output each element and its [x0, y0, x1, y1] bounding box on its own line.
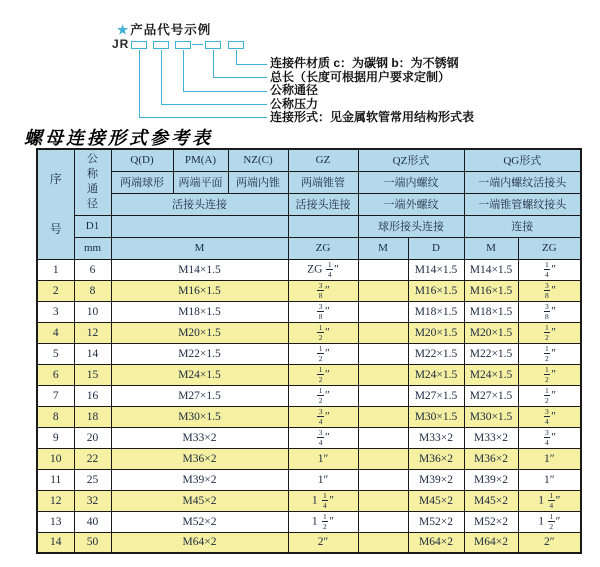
header-row-2: [37, 171, 581, 193]
header-row-5: [37, 237, 581, 259]
code-label-connection: 连接形式：见金属软管常用结构形式表: [270, 110, 475, 124]
cell-seq: 8: [37, 406, 74, 427]
table-body: [37, 259, 581, 553]
table-row: [37, 385, 581, 406]
cell-m: M27×1.5: [111, 385, 288, 406]
header-cell-nz: NZ(C): [228, 149, 288, 171]
fraction: $\frac{1}{4}$: [545, 259, 549, 279]
cell-m: M16×1.5: [111, 280, 288, 301]
cell-qg-zg: $\frac{1}{2}$ ″: [518, 343, 581, 364]
cell-qz-d: M18×1.5: [408, 301, 464, 322]
cell-qz-d: M14×1.5: [408, 259, 464, 280]
fraction: $\frac{1}{2}$: [545, 322, 549, 342]
cell-m: M45×2: [111, 490, 288, 511]
cell-gz: ZG $\frac{1}{4}$ ″: [288, 259, 358, 280]
cell-gz: $\frac{1}{2}$ ″: [288, 364, 358, 385]
cell-qz-m: [358, 322, 408, 343]
cell-qg-zg: $\frac{1}{4}$ ″: [518, 259, 581, 280]
cell-qg-zg: 1 $\frac{1}{2}$ ″: [518, 511, 581, 532]
header-cell-qz-d: D: [408, 237, 464, 259]
cell-qz-d: M45×2: [408, 490, 464, 511]
header-cell-qz-join: 球形接头连接: [358, 215, 464, 237]
code-box: [205, 41, 221, 49]
fraction: $\frac{3}{4}$: [545, 406, 549, 426]
cell-m: M20×1.5: [111, 322, 288, 343]
table-row: [37, 469, 581, 490]
cell-seq: 12: [37, 490, 74, 511]
cell-qg-zg: 1″: [518, 448, 581, 469]
cell-qg-m: M45×2: [464, 490, 518, 511]
cell-qz-m: [358, 427, 408, 448]
cell-dn: 10: [74, 301, 111, 322]
cell-qg-zg: 1″: [518, 469, 581, 490]
cell-qz-m: [358, 280, 408, 301]
cell-dn: 22: [74, 448, 111, 469]
fraction: $\frac{1}{2}$: [318, 385, 323, 405]
cell-qg-zg: $\frac{3}{4}$ ″: [518, 427, 581, 448]
cell-dn: 12: [74, 322, 111, 343]
table-row: [37, 427, 581, 448]
cell-seq: 10: [37, 448, 74, 469]
header-cell-left-join: 活接头连接: [111, 193, 288, 215]
cell-gz: $\frac{3}{4}$ ″: [288, 406, 358, 427]
cell-qg-zg: $\frac{3}{8}$ ″: [518, 301, 581, 322]
header-cell-dn: 公称通径: [74, 149, 111, 215]
fraction: $\frac{3}{4}$: [545, 427, 549, 447]
cell-qz-m: [358, 490, 408, 511]
cell-qg-m: M30×1.5: [464, 406, 518, 427]
cell-qz-d: M27×1.5: [408, 385, 464, 406]
code-box: [131, 41, 147, 49]
fraction: $\frac{1}{4}$: [549, 490, 554, 510]
cell-qg-m: M18×1.5: [464, 301, 518, 322]
cell-seq: 9: [37, 427, 74, 448]
cell-qz-m: [358, 448, 408, 469]
cell-qg-m: M39×2: [464, 469, 518, 490]
cell-gz: 1 $\frac{1}{4}$ ″: [288, 490, 358, 511]
cell-gz: $\frac{1}{2}$ ″: [288, 322, 358, 343]
cell-gz: $\frac{3}{8}$ ″: [288, 301, 358, 322]
fraction: $\frac{3}{8}$: [318, 301, 323, 321]
cell-gz: 1″: [288, 448, 358, 469]
fraction: $\frac{1}{4}$: [323, 490, 327, 510]
cell-qg-m: M52×2: [464, 511, 518, 532]
cell-qz-m: [358, 343, 408, 364]
table-row: [37, 511, 581, 532]
cell-qg-m: M14×1.5: [464, 259, 518, 280]
cell-m: M24×1.5: [111, 364, 288, 385]
cell-qg-zg: $\frac{1}{2}$ ″: [518, 364, 581, 385]
code-label-material: 连接件材质 c：为碳钢 b：为不锈钢: [270, 56, 459, 70]
diagram-title-text: 产品代号示例: [130, 23, 212, 37]
fraction: $\frac{1}{4}$: [327, 259, 332, 279]
cell-m: M39×2: [111, 469, 288, 490]
cell-qz-m: [358, 532, 408, 553]
cell-seq: 14: [37, 532, 74, 553]
cell-seq: 1: [37, 259, 74, 280]
header-cell-qg-join: 连接: [464, 215, 581, 237]
cell-qg-m: M33×2: [464, 427, 518, 448]
fraction: $\frac{1}{2}$: [318, 322, 323, 342]
header-cell-q-sub: 两端球形: [111, 171, 173, 193]
cell-qg-m: M36×2: [464, 448, 518, 469]
fraction: $\frac{1}{2}$: [545, 364, 549, 384]
cell-qz-m: [358, 259, 408, 280]
cell-m: M36×2: [111, 448, 288, 469]
header-cell-m-span: M: [111, 237, 288, 259]
header-cell-zg: ZG: [288, 237, 358, 259]
header-cell-qz: QZ形式: [358, 149, 464, 171]
cell-dn: 8: [74, 280, 111, 301]
cell-qz-m: [358, 364, 408, 385]
table-title: 螺母连接形式参考表: [24, 128, 213, 148]
fraction: $\frac{3}{8}$: [318, 280, 323, 300]
header-cell-qg-sub2: 一端锥管螺纹接头: [464, 193, 581, 215]
header-cell-pm: PM(A): [173, 149, 228, 171]
cell-qg-m: M64×2: [464, 532, 518, 553]
cell-m: M52×2: [111, 511, 288, 532]
code-box: [175, 41, 191, 49]
code-connector-line: [236, 50, 267, 65]
cell-qz-m: [358, 511, 408, 532]
code-box: [153, 41, 169, 49]
cell-qg-zg: $\frac{1}{2}$ ″: [518, 322, 581, 343]
header-cell-qg-sub1: 一端内螺纹活接头: [464, 171, 581, 193]
cell-gz: $\frac{3}{8}$ ″: [288, 280, 358, 301]
cell-qg-zg: $\frac{1}{2}$ ″: [518, 385, 581, 406]
cell-seq: 7: [37, 385, 74, 406]
cell-dn: 16: [74, 385, 111, 406]
table-head: [37, 149, 581, 259]
cell-dn: 18: [74, 406, 111, 427]
cell-qg-zg: $\frac{3}{8}$ ″: [518, 280, 581, 301]
header-cell-seq: 序号: [37, 149, 74, 259]
header-cell-gz-join: 活接头连接: [288, 193, 358, 215]
cell-seq: 11: [37, 469, 74, 490]
fraction: $\frac{1}{2}$: [545, 385, 549, 405]
diagram-title: [117, 20, 211, 38]
header-cell-qg-m: M: [464, 237, 518, 259]
header-cell-gz: GZ: [288, 149, 358, 171]
fraction: $\frac{1}{2}$: [549, 511, 554, 531]
header-cell-nz-sub: 两端内锥: [228, 171, 288, 193]
cell-qz-m: [358, 406, 408, 427]
cell-qz-d: M24×1.5: [408, 364, 464, 385]
table-row: [37, 448, 581, 469]
cell-qz-m: [358, 385, 408, 406]
cell-gz: 1″: [288, 469, 358, 490]
cell-dn: 25: [74, 469, 111, 490]
fraction: $\frac{1}{2}$: [323, 511, 327, 531]
cell-seq: 3: [37, 301, 74, 322]
fraction: $\frac{3}{8}$: [545, 301, 549, 321]
cell-m: M14×1.5: [111, 259, 288, 280]
product-code-prefix: JR: [112, 37, 130, 51]
fraction: $\frac{1}{2}$: [318, 343, 323, 363]
header-cell-mm: mm: [74, 237, 111, 259]
fraction: $\frac{3}{8}$: [545, 280, 549, 300]
reference-table-wrap: [36, 148, 582, 554]
cell-qz-d: M30×1.5: [408, 406, 464, 427]
cell-qz-d: M33×2: [408, 427, 464, 448]
table-row: [37, 343, 581, 364]
cell-qg-m: M20×1.5: [464, 322, 518, 343]
cell-seq: 5: [37, 343, 74, 364]
table-row: [37, 301, 581, 322]
header-row-4: [37, 215, 581, 237]
cell-gz: 2″: [288, 532, 358, 553]
header-cell-q: Q(D): [111, 149, 173, 171]
cell-gz: $\frac{3}{4}$ ″: [288, 427, 358, 448]
header-cell-qg-zg: ZG: [518, 237, 581, 259]
cell-m: M18×1.5: [111, 301, 288, 322]
header-cell-blank-gz: [288, 215, 358, 237]
cell-qz-d: M36×2: [408, 448, 464, 469]
cell-qg-m: M24×1.5: [464, 364, 518, 385]
cell-m: M64×2: [111, 532, 288, 553]
cell-dn: 50: [74, 532, 111, 553]
cell-qg-m: M16×1.5: [464, 280, 518, 301]
cell-gz: $\frac{1}{2}$ ″: [288, 343, 358, 364]
cell-seq: 6: [37, 364, 74, 385]
fraction: $\frac{1}{2}$: [318, 364, 323, 384]
code-labels: [270, 57, 474, 125]
cell-seq: 4: [37, 322, 74, 343]
cell-dn: 6: [74, 259, 111, 280]
table-row: [37, 490, 581, 511]
cell-seq: 2: [37, 280, 74, 301]
cell-qz-d: M20×1.5: [408, 322, 464, 343]
cell-gz: 1 $\frac{1}{2}$ ″: [288, 511, 358, 532]
cell-qg-zg: $\frac{3}{4}$ ″: [518, 406, 581, 427]
table-row: [37, 259, 581, 280]
cell-dn: 15: [74, 364, 111, 385]
cell-dn: 32: [74, 490, 111, 511]
header-cell-d1: D1: [74, 215, 111, 237]
header-cell-pm-sub: 两端平面: [173, 171, 228, 193]
header-cell-qz-sub2: 一端外螺纹: [358, 193, 464, 215]
cell-qz-d: M22×1.5: [408, 343, 464, 364]
code-label-pressure: 公称压力: [270, 96, 319, 111]
code-label-diameter: 公称通径: [270, 83, 319, 97]
cell-m: M30×1.5: [111, 406, 288, 427]
cell-qz-d: M64×2: [408, 532, 464, 553]
cell-qz-m: [358, 301, 408, 322]
header-cell-qz-sub1: 一端内螺纹: [358, 171, 464, 193]
code-box: [228, 41, 244, 49]
cell-qg-m: M22×1.5: [464, 343, 518, 364]
table-row: [37, 364, 581, 385]
cell-gz: $\frac{1}{2}$ ″: [288, 385, 358, 406]
cell-qg-m: M27×1.5: [464, 385, 518, 406]
cell-qz-m: [358, 469, 408, 490]
table-row: [37, 280, 581, 301]
table-row: [37, 532, 581, 553]
cell-dn: 40: [74, 511, 111, 532]
header-cell-qz-m: M: [358, 237, 408, 259]
cell-dn: 14: [74, 343, 111, 364]
cell-qz-d: M52×2: [408, 511, 464, 532]
header-cell-blank-left: [111, 215, 288, 237]
header-row-3: [37, 193, 581, 215]
fraction: $\frac{3}{4}$: [318, 406, 323, 426]
header-cell-qg: QG形式: [464, 149, 581, 171]
cell-seq: 13: [37, 511, 74, 532]
cell-qz-d: M39×2: [408, 469, 464, 490]
header-row-1: [37, 149, 581, 171]
star-icon: ★: [117, 23, 130, 37]
dash-separator: [192, 44, 203, 45]
code-label-length: 总长（长度可根据用户要求定制）: [270, 69, 451, 84]
cell-qz-d: M16×1.5: [408, 280, 464, 301]
fraction: $\frac{3}{4}$: [318, 427, 323, 447]
table-row: [37, 322, 581, 343]
table-row: [37, 406, 581, 427]
fraction: $\frac{1}{2}$: [545, 343, 549, 363]
cell-dn: 20: [74, 427, 111, 448]
cell-m: M33×2: [111, 427, 288, 448]
header-cell-gz-sub: 两端锥管: [288, 171, 358, 193]
cell-m: M22×1.5: [111, 343, 288, 364]
reference-table: [36, 148, 582, 554]
cell-qg-zg: 1 $\frac{1}{4}$ ″: [518, 490, 581, 511]
cell-qg-zg: 2″: [518, 532, 581, 553]
